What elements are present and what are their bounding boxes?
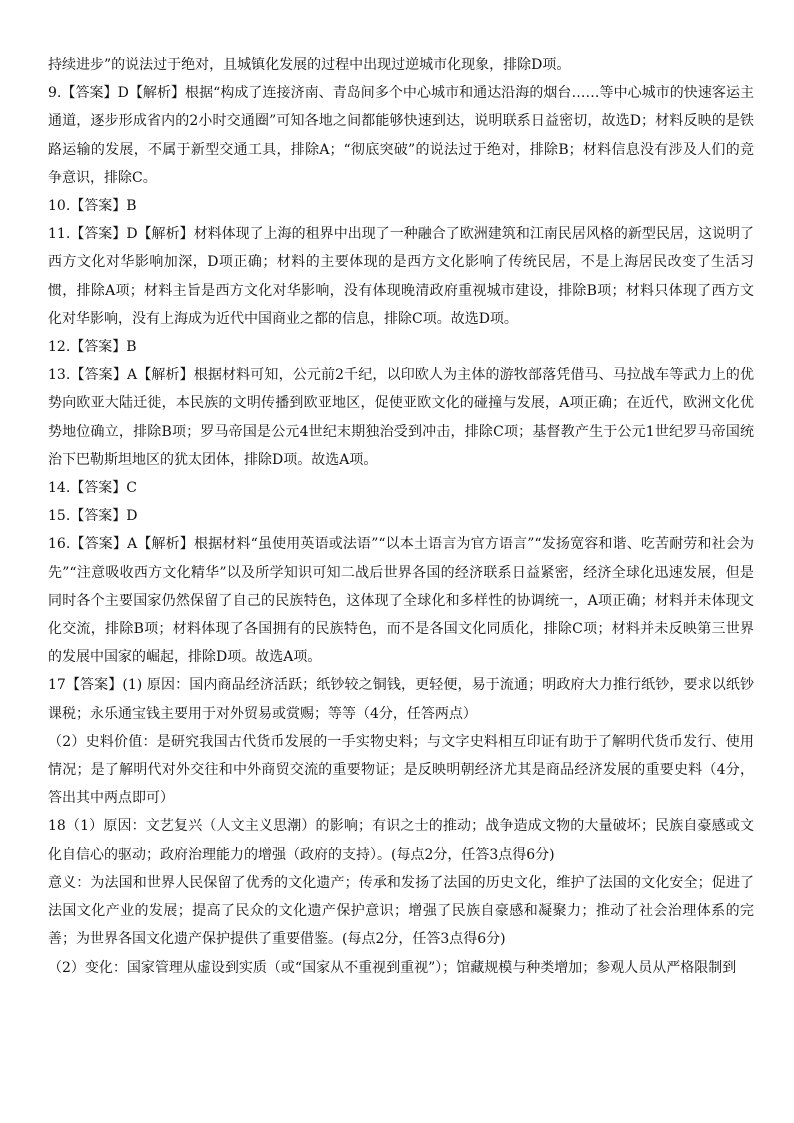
answer-12: 12.【答案】B <box>48 339 137 356</box>
answer-15: 15.【答案】D <box>48 508 138 525</box>
answer-10: 10.【答案】B <box>48 198 137 215</box>
answer-17-part-1: 17【答案】(1) 原因：国内商品经济活跃；纸钞较之铜钱，更轻便，易于流通；明政府大力推行纸钞，要求以纸钞课税；永乐通宝钱主要用于对外贸易或赏赐；等等（4分，任答两点） <box>48 677 754 722</box>
paragraph-continuation: 持续进步”的说法过于绝对，且城镇化发展的过程中出现过逆城市化现象，排除D项。 <box>48 57 571 73</box>
answer-18-reasons: 18（1）原因：文艺复兴（人文主义思潮）的影响；有识之士的推动；战争造成文物的大量破坏；民族自豪感或文化自信心的驱动；政府治理能力的增强（政府的支持）。(每点2分，任答3点得6分) <box>48 818 754 863</box>
answer-17-part-2: （2）史料价值：是研究我国古代货币发展的一手实物史料；与文字史料相互印证有助于了解明代货币发行、使用情况；是了解明代对外交往和中外商贸交流的重要物证；是反映明朝经济尤其是商品经济发展的重要史料（4分，答出其中两点即可） <box>48 733 754 807</box>
answer-13: 13.【答案】A【解析】根据材料可知，公元前2千纪，以印欧人为主体的游牧部落凭借马、马拉战车等武力上的优势向欧亚大陆迁徙，本民族的文明传播到欧亚地区，促使亚欧文化的碰撞与发展，A项正确；在近代，欧洲文化优势地位确立，排除B项；罗马帝国是公元4世纪末期独治受到冲击，排除C项；基督教产生于公元1世纪罗马帝国统治下巴勒斯坦地区的犹太团体，排除D项。故选A项。 <box>48 367 754 468</box>
answer-16: 16.【答案】A【解析】根据材料“虽使用英语或法语”“以本土语言为官方语言”“发扬宽容和谐、吃苦耐劳和社会为先”“注意吸收西方文化精华”以及所学知识可知二战后世界各国的经济联系日益紧密，经济全球化迅速发展，但是同时各个主要国家仍然保留了自己的民族特色，这体现了全球化和多样性的协调统一，A项正确；材料并未体现文化交流，排除B项；材料体现了各国拥有的民族特色，而不是各国文化同质化，排除C项；材料并未反映第三世界的发展中国家的崛起，排除D项。故选A项。 <box>48 536 754 666</box>
answer-14: 14.【答案】C <box>48 480 137 497</box>
answer-11: 11.【答案】D【解析】材料体现了上海的租界中出现了一种融合了欧洲建筑和江南民居风格的新型民居，这说明了西方文化对华影响加深，D项正确；材料的主要体现的是西方文化影响了传统民居，不是上海居民改变了生活习惯，排除A项；材料主旨是西方文化对华影响，没有体现晚清政府重视城市建设，排除B项；材料只体现了西方文化对华影响，没有上海成为近代中国商业之都的信息，排除C项。故选D项。 <box>48 226 754 327</box>
answer-18-significance: 意义：为法国和世界人民保留了优秀的文化遗产；传承和发扬了法国的历史文化，维护了法国的文化安全；促进了法国文化产业的发展；提高了民众的文化遗产保护意识；增强了民族自豪感和凝聚力；推动了社会治理体系的完善；为世界各国文化遗产保护提供了重要借鉴。(每点2分，任答3点得6分) <box>48 874 754 948</box>
answer-9: 9.【答案】D【解析】根据“构成了连接济南、青岛间多个中心城市和通达沿海的烟台……等中心城市的快速客运主通道，逐步形成省内的2小时交通圈”可知各地之间都能够快速到达，说明联系日益密切，故选D；材料反映的是铁路运输的发展，不属于新型交通工具，排除A；“彻底突破”的说法过于绝对，排除B；材料信息没有涉及人们的竞争意识，排除C。 <box>48 85 754 186</box>
answer-18-part-2: （2）变化：国家管理从虚设到实质（或“国家从不重视到重视”）；馆藏规模与种类增加；参观人员从严格限制到 <box>48 959 737 976</box>
